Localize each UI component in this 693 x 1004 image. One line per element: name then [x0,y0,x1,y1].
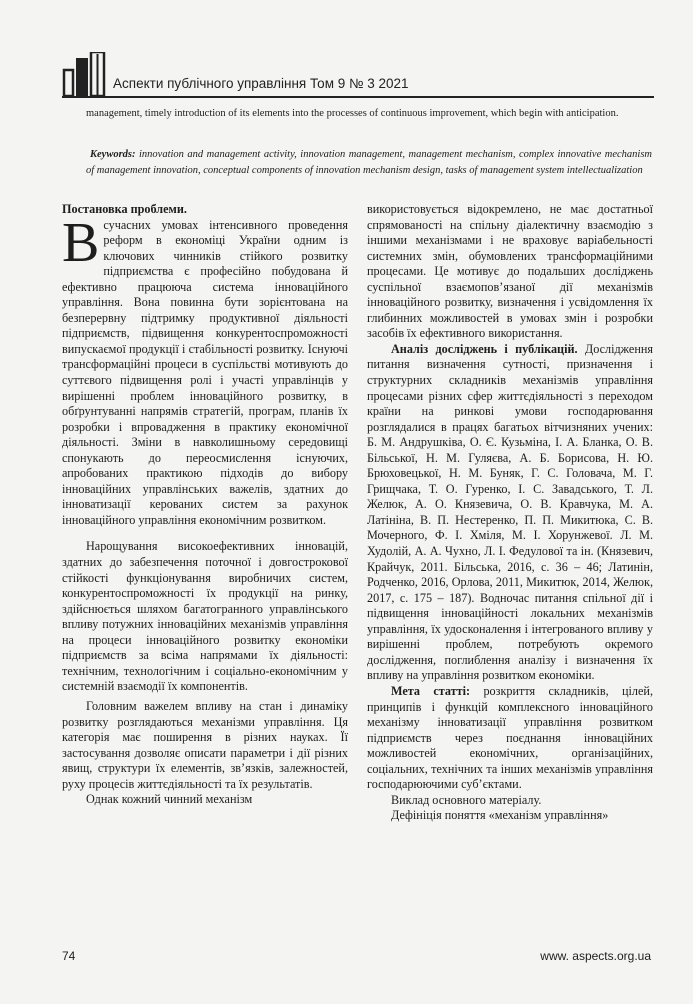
article-goal-text: розкриття складників, цілей, принципів і функцій комплексного інноваційного механізму інноватизації управління розвитком підприємств через поєднання інноваційних можливостей економічних, організаційних, соціальних, технічних та інших механізмів управління господарюючими суб’єктами. [367,683,653,792]
paragraph-definition: Дефініція поняття «механізм управління» [391,808,609,823]
paragraph-main-material: Виклад основного матеріалу. [391,792,542,807]
building-logo-icon [62,52,108,96]
paragraph-literature [367,342,653,684]
heading-article-goal: Мета статті: [391,683,471,698]
journal-logo [62,52,108,101]
header-rule [62,96,654,98]
abstract-tail: management, timely introduction of its elements into the processes of continuous improvement, which begin with anticipation. [86,108,619,119]
journal-website: www. aspects.org.ua [540,949,651,963]
paragraph-however: Однак кожний чинний механізм [86,792,253,807]
keywords [86,147,652,179]
paragraph-continued: використовується відокремлено, не має достатньої спрямованості на спільну діалектичну взаємодію з іншими механізмами і не враховує варіабельності системних змін, обумовлених трансформаційними процесами. Це мотивує до подальших досліджень суспільної взаємопов’язаної дії механізмів інноваційного розвитку, визначення і усвідомлення їх глибинних можливостей в умовах змін і розробки засобів їх ефективного використання. [367,202,653,341]
paragraph-intro [62,211,348,529]
section-title-problem: Постановка проблеми. [62,202,187,216]
dropcap-letter: В [62,211,100,274]
paragraph-intro-text: сучасних умовах інтенсивного проведення реформ в економіці України одним із ключових чинників стійкого розвитку підприємства є професійно побудована й ефективно працююча система інноваційного управління. Вона повинна бути зорієнтована на безперервну підтримку продуктивної діяльності підприємств, підвищення конкурентоспроможності випускаємої продукції і стабільності розвитку. Існуючі трансформаційні процеси в суспільстві мотивують до суттєвого підвищення ролі і участі управлінців у вирішенні проблем інноваційного розвитку, в обґрунтуванні напрямів стратегій, програм, планів їх розробки і впровадження в практику економічної діяльності. Зміни в навколишньому середовищі спонукають до переосмислення існуючих, апробованих практикою підходів до вибору інноваційних управлінських важелів, здатних до інноватизації керованих систем за рахунок інноваційного управління економічним розвитком. [62,217,348,527]
heading-literature-review: Аналіз досліджень і публікацій. [391,341,578,356]
paragraph-innovation: Нарощування високоефективних інновацій, здатних до забезпечення поточної і довгострокової стійкості функціонування виробничих систем, конкурентоспроможності їх продукції на ринку, здійснюється шляхом багатогранного управлінського впливу потужних інноваційних механізмів управління на процеси інноваційного розвитку економіки підприємств за всіма напрямами їх діяльності: технічним, технологічним і соціально-економічним у системній взаємодії їх компонентів. [62,539,348,694]
paragraph-goal [367,684,653,793]
left-column [62,202,348,808]
right-column [367,202,653,824]
keywords-label: Keywords: [90,149,136,160]
keywords-text: innovation and management activity, innovation management, management mechanism, complex innovative mechanism of management innovation, conceptual components of innovation mechanism design, tasks of management system intellectualization [86,149,652,176]
journal-header-title: Аспекти публічного управління Том 9 № 3 2021 [113,76,409,91]
page-number: 74 [62,949,76,963]
paragraph-mechanisms: Головним важелем впливу на стан і динаміку розвитку розглядаються механізми управління. Ця категорія має поширення в різних науках. Її застосування дозволяє описати параметри і дії різних явищ, структури їх елементів, зв’язків, залежностей, руху процесів життєдіяльності та їх результатів. [62,698,348,791]
literature-review-text: Дослідження питання визначення сутності, призначення і структурних складників механізмів управління процесами різних сфер життєдіяльності з переходом країни на ринкові умови господарювання розглядалися в працях багатьох вітчизняних учених: Б. М. Андрушківа, О. Є. Кузьміна, І. А. Бланка, О. В. Більської, Н. М. Гуляєва, А. Б. Борисова, Н. Ю. Брюховецької, Н. М. Буняк, Г. С. Головача, М. Г. Грищчака, Т. О. Гуренко, І. С. Завадського, Т. Л. Желюк, А. О. Князевича, О. В. Кравчука, М. А. Латініна, В. П. Нестеренко, П. П. Микитюка, С. В. Мочерного, Ф. І. Хміля, М. І. Хорунжевої. Л. М. Худолій, А. А. Чухно, Л. І. Федулової та ін. (Князевич, Крайчук, 2011. Більська, 2016, с. 36 – 46; Латинін, Родченко, 2016, Орлова, 2011, Микитюк, 2014, Желюк, 2017, с. 175 – 187). Водночас питання спільної дії і підвищення інноваційності локальних механізмів управління, їх удосконалення і інтегрованого впливу у вирішенні проблем, потребують окремого дослідження, поглиблення аналізу і визначення їх впливу на управління розвитком економіки. [367,341,653,683]
